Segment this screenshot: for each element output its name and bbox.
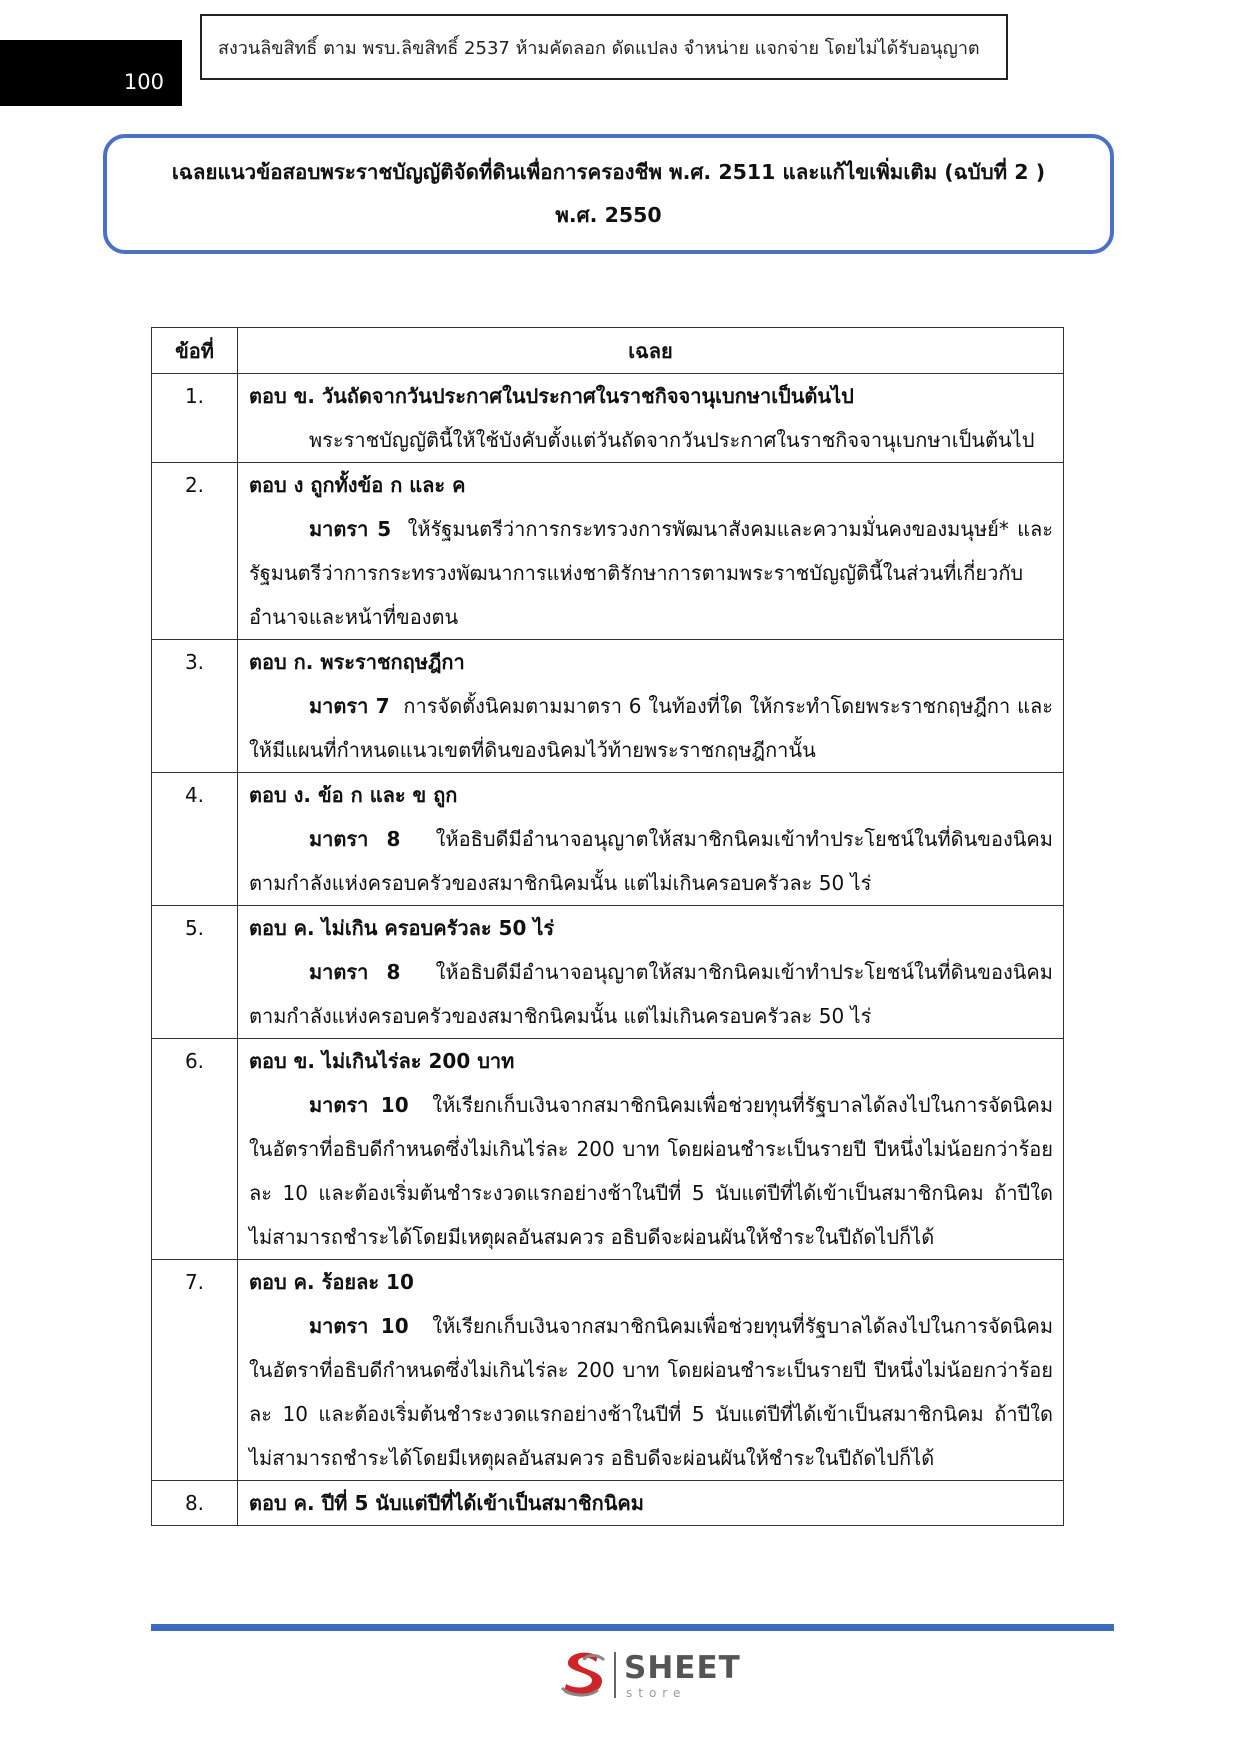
title-line-2: พ.ศ. 2550 bbox=[555, 203, 662, 227]
footer-divider bbox=[151, 1624, 1114, 1631]
row-content bbox=[238, 640, 1064, 773]
explanation bbox=[249, 817, 1053, 905]
table-row bbox=[152, 906, 1064, 1039]
logo-text: SHEET bbox=[624, 1650, 741, 1686]
copyright-notice: สงวนลิขสิทธิ์ ตาม พรบ.ลิขสิทธิ์ 2537 ห้ามคัดลอก ดัดแปลง จำหน่าย แจกจ่าย โดยไม่ได้รับอนุญาต bbox=[200, 14, 1008, 80]
section-label: มาตรา 8 bbox=[309, 960, 401, 984]
logo-subtext: store bbox=[626, 1686, 687, 1700]
page-number-box bbox=[0, 40, 182, 106]
row-number: 6. bbox=[152, 1039, 238, 1260]
section-label: มาตรา 8 bbox=[309, 827, 401, 851]
answer-text: ตอบ ค. ไม่เกิน ครอบครัวละ 50 ไร่ bbox=[249, 916, 555, 940]
section-label: มาตรา 7 bbox=[309, 694, 390, 718]
row-content bbox=[238, 1481, 1064, 1526]
table-row bbox=[152, 1039, 1064, 1260]
answer-text: ตอบ ง ถูกทั้งข้อ ก และ ค bbox=[249, 473, 466, 497]
row-number: 2. bbox=[152, 463, 238, 640]
sheet-store-logo-icon bbox=[558, 1648, 618, 1700]
row-number: 4. bbox=[152, 773, 238, 906]
table-row bbox=[152, 640, 1064, 773]
answer-text: ตอบ ค. ร้อยละ 10 bbox=[249, 1270, 414, 1294]
row-content bbox=[238, 374, 1064, 463]
answer-text: ตอบ ข. วันถัดจากวันประกาศในประกาศในราชกิจจานุเบกษาเป็นต้นไป bbox=[249, 384, 854, 408]
row-content bbox=[238, 1260, 1064, 1481]
table-row bbox=[152, 1481, 1064, 1526]
logo-separator bbox=[614, 1652, 616, 1698]
row-number: 7. bbox=[152, 1260, 238, 1481]
table-row bbox=[152, 463, 1064, 640]
table-row bbox=[152, 773, 1064, 906]
explanation-text: การจัดตั้งนิคมตามมาตรา 6 ในท้องที่ใด ให้กระทำโดยพระราชกฤษฎีกา และให้มีแผนที่กำหนดแนวเขตที่ดินของนิคมไว้ท้ายพระราชกฤษฎีกานั้น bbox=[249, 694, 1053, 762]
page-number: 100 bbox=[123, 70, 164, 94]
row-number: 3. bbox=[152, 640, 238, 773]
explanation-text: ให้อธิบดีมีอำนาจอนุญาตให้สมาชิกนิคมเข้าทำประโยชน์ในที่ดินของนิคมตามกำลังแห่งครอบครัวของสมาชิกนิคมนั้น แต่ไม่เกินครอบครัวละ 50 ไร่ bbox=[249, 960, 1053, 1028]
answer-table bbox=[151, 327, 1064, 1526]
header-answer: เฉลย bbox=[238, 328, 1064, 374]
answer-text: ตอบ ง. ข้อ ก และ ข ถูก bbox=[249, 783, 458, 807]
section-label: มาตรา 5 bbox=[309, 517, 392, 541]
explanation bbox=[249, 684, 1053, 772]
explanation bbox=[249, 950, 1053, 1038]
section-label: มาตรา 10 bbox=[309, 1314, 409, 1338]
explanation-text: ให้อธิบดีมีอำนาจอนุญาตให้สมาชิกนิคมเข้าทำประโยชน์ในที่ดินของนิคมตามกำลังแห่งครอบครัวของสมาชิกนิคมนั้น แต่ไม่เกินครอบครัวละ 50 ไร่ bbox=[249, 827, 1053, 895]
row-content bbox=[238, 906, 1064, 1039]
table-header-row bbox=[152, 328, 1064, 374]
row-number: 5. bbox=[152, 906, 238, 1039]
explanation bbox=[249, 1083, 1053, 1259]
row-content bbox=[238, 1039, 1064, 1260]
table-row bbox=[152, 374, 1064, 463]
explanation-text: พระราชบัญญัตินี้ให้ใช้บังคับตั้งแต่วันถัดจากวันประกาศในราชกิจจานุเบกษาเป็นต้นไป bbox=[309, 428, 1035, 452]
header-num: ข้อที่ bbox=[152, 328, 238, 374]
row-content bbox=[238, 463, 1064, 640]
answer-text: ตอบ ก. พระราชกฤษฎีกา bbox=[249, 650, 465, 674]
row-number: 8. bbox=[152, 1481, 238, 1526]
explanation bbox=[249, 1304, 1053, 1480]
document-title bbox=[103, 134, 1114, 254]
title-line-1: เฉลยแนวข้อสอบพระราชบัญญัติจัดที่ดินเพื่อการครองชีพ พ.ศ. 2511 และแก้ไขเพิ่มเติม (ฉบับที่ 2 ) bbox=[171, 160, 1046, 184]
row-content bbox=[238, 773, 1064, 906]
explanation-text: ให้รัฐมนตรีว่าการกระทรวงการพัฒนาสังคมและความมั่นคงของมนุษย์* และรัฐมนตรีว่าการกระทรวงพัฒนาการแห่งชาติรักษาการตามพระราชบัญญัตินี้ในส่วนที่เกี่ยวกับอำนาจและหน้าที่ของตน bbox=[249, 517, 1053, 629]
explanation-text: ให้เรียกเก็บเงินจากสมาชิกนิคมเพื่อช่วยทุนที่รัฐบาลได้ลงไปในการจัดนิคมในอัตราที่อธิบดีกำหนดซึ่งไม่เกินไร่ละ 200 บาท โดยผ่อนชำระเป็นรายปี ปีหนึ่งไม่น้อยกว่าร้อยละ 10 และต้องเริ่มต้นชำระงวดแรกอย่างช้าในปีที่ 5 นับแต่ปีที่ได้เข้าเป็นสมาชิกนิคม ถ้าปีใดไม่สามารถชำระได้โดยมีเหตุผลอันสมควร อธิบดีจะผ่อนผันให้ชำระในปีถัดไปก็ได้ bbox=[249, 1314, 1053, 1470]
answer-text: ตอบ ค. ปีที่ 5 นับแต่ปีที่ได้เข้าเป็นสมาชิกนิคม bbox=[249, 1491, 644, 1515]
answer-text: ตอบ ข. ไม่เกินไร่ละ 200 บาท bbox=[249, 1049, 515, 1073]
explanation bbox=[249, 507, 1053, 639]
explanation-text: ให้เรียกเก็บเงินจากสมาชิกนิคมเพื่อช่วยทุนที่รัฐบาลได้ลงไปในการจัดนิคมในอัตราที่อธิบดีกำหนดซึ่งไม่เกินไร่ละ 200 บาท โดยผ่อนชำระเป็นรายปี ปีหนึ่งไม่น้อยกว่าร้อยละ 10 และต้องเริ่มต้นชำระงวดแรกอย่างช้าในปีที่ 5 นับแต่ปีที่ได้เข้าเป็นสมาชิกนิคม ถ้าปีใดไม่สามารถชำระได้โดยมีเหตุผลอันสมควร อธิบดีจะผ่อนผันให้ชำระในปีถัดไปก็ได้ bbox=[249, 1093, 1053, 1249]
row-number: 1. bbox=[152, 374, 238, 463]
table-row bbox=[152, 1260, 1064, 1481]
section-label: มาตรา 10 bbox=[309, 1093, 409, 1117]
